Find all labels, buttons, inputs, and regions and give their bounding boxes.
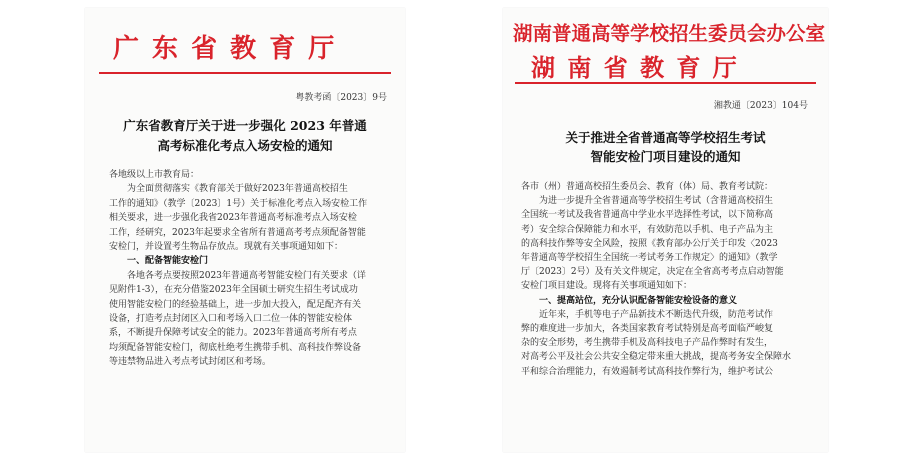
right-doc-paragraph-line: 安检门项目建设。现将有关事项通知如下： — [521, 281, 693, 292]
right-doc-paragraph-line: 年普通高等学校招生全国统一考试考务工作规定〉的通知》（教学 — [521, 253, 778, 264]
left-doc-section-line: 各地各考点要按照2023年普通高考智能安检门有关要求（详 — [127, 270, 366, 281]
right-doc-paragraph-line: 为进一步提升全省普通高等学校招生考试（含普通高校招生 — [539, 196, 774, 207]
right-doc-section-heading: 一、提高站位，充分认识配备智能安检设备的意义 — [539, 295, 738, 306]
right-doc-paragraph-line: 考）安全综合保障能力和水平，有效防范以手机、电子产品为主 — [521, 224, 774, 235]
left-doc-paragraph-line: 为全面贯彻落实《教育部关于做好2023年普通高校招生 — [127, 184, 348, 195]
right-doc-red-rule — [515, 82, 816, 84]
right-doc-section-line: 近年来，手机等电子产品新技术不断迭代升级，防范考试作 — [539, 309, 774, 320]
guangdong-notice-document — [85, 8, 405, 452]
left-doc-number: 粤教考函〔2023〕9号 — [295, 93, 387, 103]
left-doc-section-line: 见附件1-3），在充分借鉴2023年全国硕士研究生招生考试成功 — [109, 285, 358, 296]
right-doc-title-line-1: 关于推进全省普通高等学校招生考试 — [565, 130, 766, 145]
right-doc-paragraph-line: 的高科技作弊等安全风险，按照《教育部办公厅关于印发〈2023 — [521, 238, 778, 249]
left-doc-title-line-1: 广东省教育厅关于进一步强化 2023 年普通 — [123, 118, 367, 133]
left-doc-section-line: 均须配备智能安检门，彻底杜绝考生携带手机、高科技作弊设备 — [109, 342, 362, 353]
left-doc-paragraph-line: 相关要求，进一步强化我省2023年普通高考标准考点入场安检 — [109, 213, 357, 224]
right-doc-section-line: 对高考公平及社会公共安全稳定带来重大挑战，提高考务安全保障水 — [521, 352, 792, 363]
left-doc-title-line-2: 高考标准化考点入场安检的通知 — [157, 138, 333, 153]
left-doc-section-heading: 一、配备智能安检门 — [127, 256, 209, 267]
right-doc-salutation: 各市（州）普通高校招生委员会、教育（体）局、教育考试院： — [521, 182, 774, 192]
left-doc-header: 广 东 省 教 育 厅 — [113, 34, 337, 64]
right-doc-paragraph-line: 全国统一考试及我省普通高中学业水平选择性考试，以下简称高 — [521, 210, 774, 221]
left-doc-section-line: 等违禁物品进入考点考试封闭区和考场。 — [109, 357, 272, 368]
left-doc-section-line: 使用智能安检门的经验基础上，进一步加大投入，配足配齐有关 — [109, 299, 362, 310]
left-doc-section-line: 设备，打造考点封闭区入口和考场入口二位一体的智能安检体 — [109, 314, 353, 325]
left-doc-section-line: 系，不断提升保障考试安全的能力。2023年普通高考所有考点 — [109, 328, 357, 339]
right-doc-section-line: 杂的安全形势，考生携带手机及高科技电子产品作弊时有发生， — [521, 338, 774, 349]
right-doc-header-line-1: 湖南普通高等学校招生委员会办公室 — [513, 22, 826, 45]
right-doc-header-line-2: 湖 南 省 教 育 厅 — [531, 53, 739, 82]
right-doc-paragraph-line: 厅〔2023〕2号）及有关文件规定，决定在全省高考考点启动智能 — [521, 267, 784, 278]
right-doc-title-line-2: 智能安检门项目建设的通知 — [590, 149, 741, 164]
left-doc-red-rule — [99, 72, 391, 74]
right-doc-section-line: 弊的难度进一步加大，各类国家教育考试特别是高考面临严峻复 — [521, 324, 774, 335]
right-doc-section-line: 平和综合治理能力，有效遏制考试高科技作弊行为，维护考试公 — [521, 366, 774, 377]
left-doc-salutation: 各地级以上市教育局： — [109, 170, 200, 180]
left-doc-paragraph-line: 工作，经研究，2023年起要求全省所有普通高考考点须配备智能 — [109, 227, 366, 238]
right-doc-number: 湘教通〔2023〕104号 — [713, 101, 808, 111]
left-doc-paragraph-line: 安检门，并设置考生物品存放点。现就有关事项通知如下： — [109, 242, 344, 253]
left-doc-paragraph-line: 工作的通知》（教学〔2023〕1号）关于标准化考点入场安检工作 — [109, 198, 368, 209]
hunan-notice-document — [503, 8, 828, 452]
